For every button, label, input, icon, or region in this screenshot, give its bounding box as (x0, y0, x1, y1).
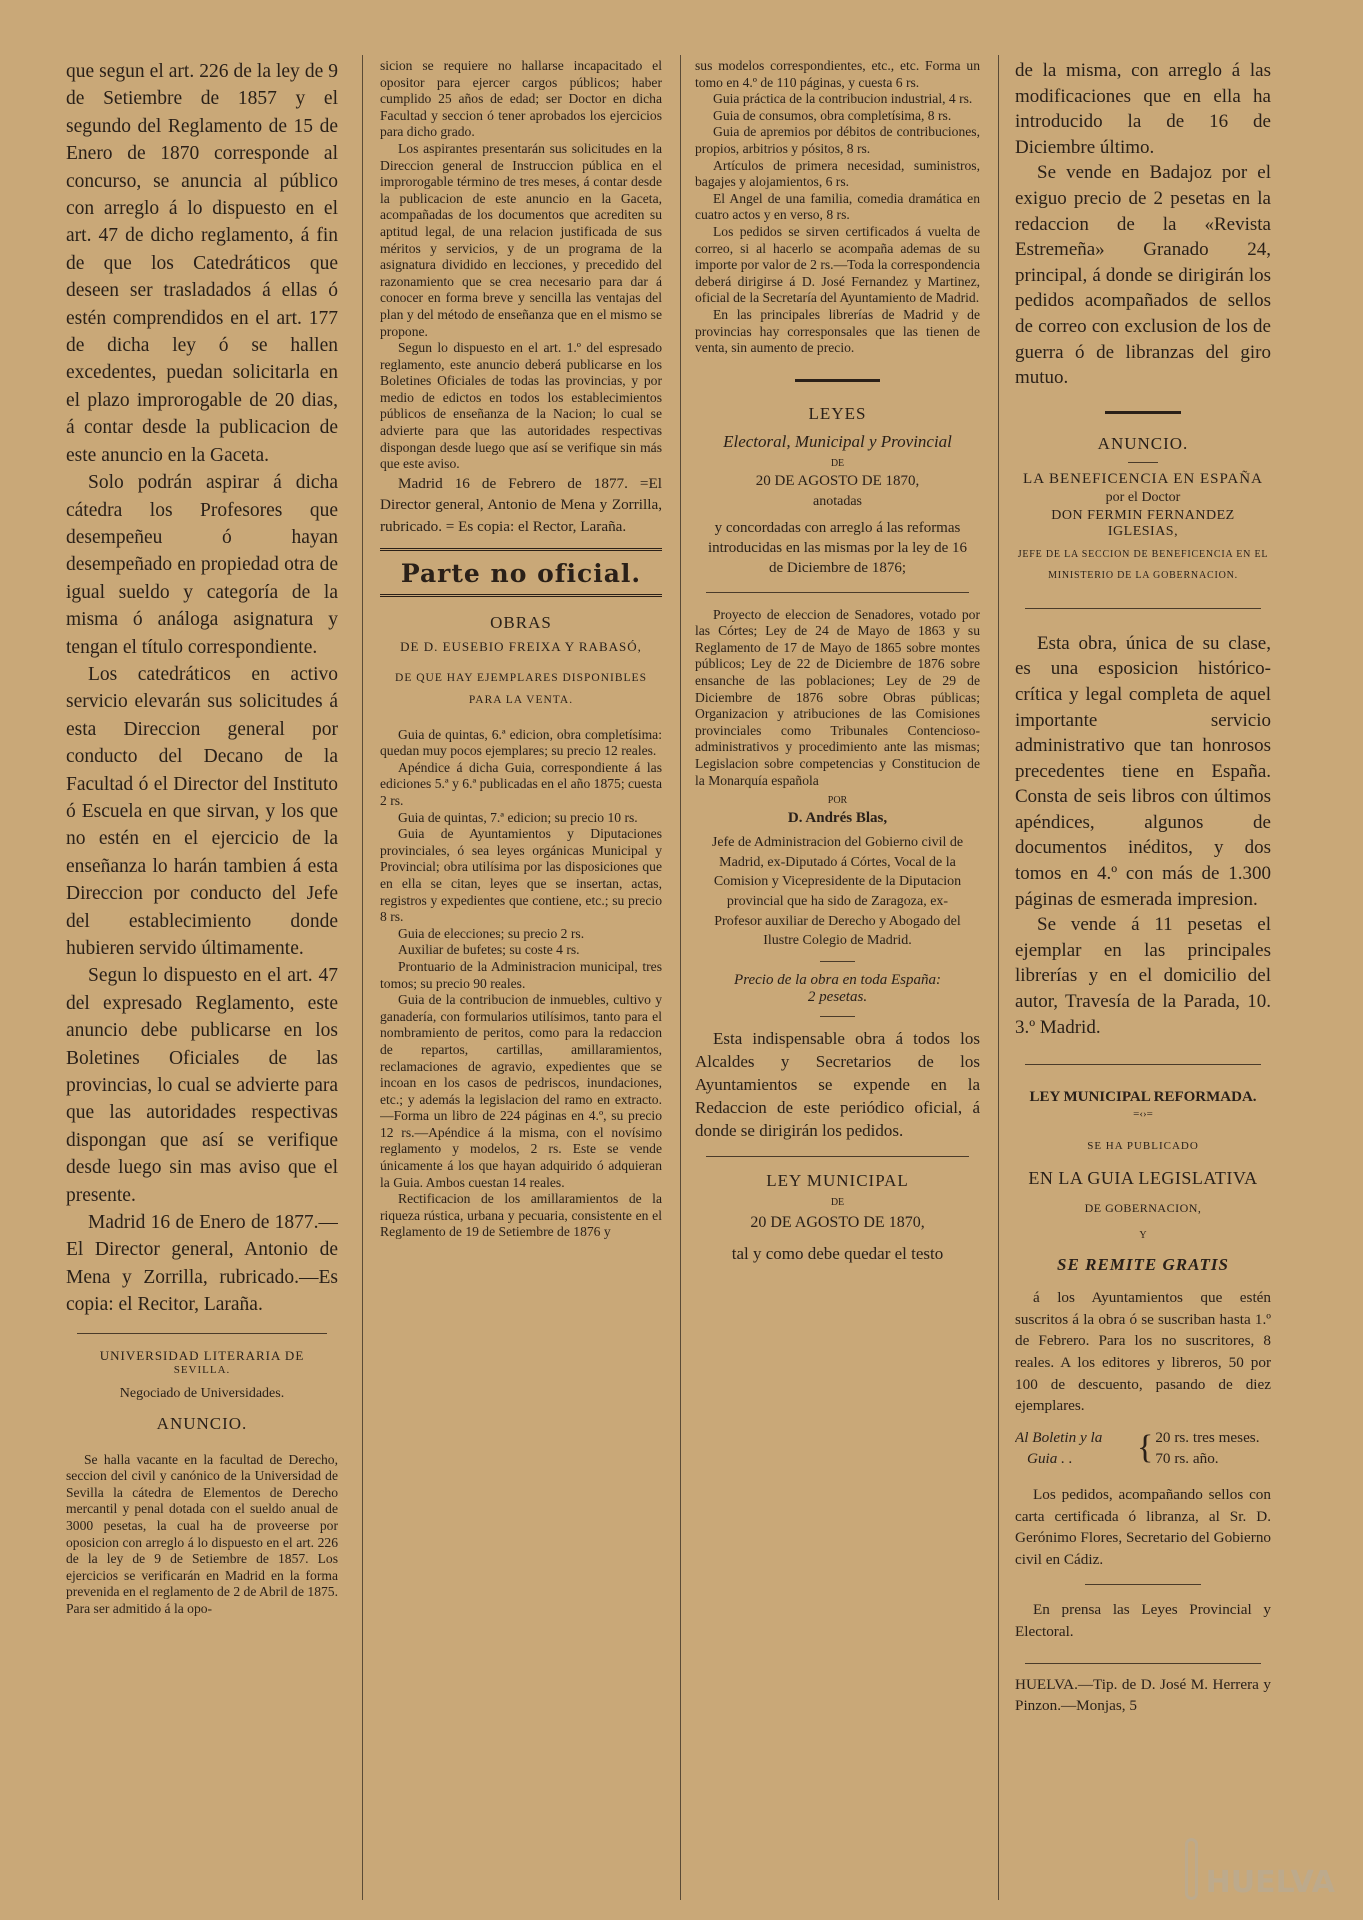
signature-line: Madrid 16 de Enero de 1877.—El Director general, Antonio de Mena y Zorrilla, rubricado.—Es copia: el Recitor, Laraña. (66, 1212, 338, 1316)
separator (1025, 1663, 1261, 1664)
signature-line: Madrid 16 de Febrero de 1877. =El Director general, Antonio de Mena y Zorrilla, rubricado. = Es copia: el Rector, Laraña. (380, 474, 662, 536)
price-value: 2 pesetas. (807, 988, 868, 1005)
watermark-text: HUELVA (1205, 1865, 1335, 1900)
column-3 (695, 58, 980, 1908)
paragraph: de la misma, con arreglo á las modificaciones que en ella ha introducido la de 16 de Diciembre último. (1015, 60, 1271, 158)
price-table-label: Al Boletin y la Guia . . (1015, 1428, 1103, 1468)
list-item: Prontuario de la Administracion municipal, tres tomos; su precio 90 reales. (380, 958, 662, 991)
list-item: Apéndice á dicha Guia, correspondiente á las ediciones 5.ª y 6.ª publicadas en el año 1875; cuesta 2 rs. (380, 759, 662, 808)
announcement-title: ANUNCIO. (156, 1413, 248, 1433)
section-heading: LEYES (808, 403, 867, 423)
paragraph: Los pedidos, acompañando sellos con carta certificada ó libranza, al Sr. D. Gerónimo Flores, Secretario del Gobierno civil en Cádiz. (1015, 1485, 1271, 1568)
connector-word: Y (1139, 1230, 1147, 1242)
section-heading: OBRAS (490, 612, 552, 632)
separator (820, 1016, 854, 1017)
separator (820, 961, 854, 962)
connector-word: DE (830, 1196, 845, 1208)
crest-icon (1185, 1838, 1198, 1900)
separator (795, 379, 881, 382)
highlight-line: SE REMITE GRATIS (1057, 1255, 1229, 1275)
column-1 (66, 58, 338, 1908)
list-item: Auxiliar de bufetes; su coste 4 rs. (398, 942, 580, 958)
paragraph: á los Ayuntamientos que estén suscritos á la obra ó se suscriban hasta 1.º de Febrero. Para los no suscritores, 8 reales. A los editores y libreros, 50 por 100 de descuento, pasando de diez ejemplares. (1015, 1289, 1271, 1415)
paragraph: Los pedidos se sirven certificados á vuelta de correo, si al hacerlo se acompaña ademas de su importe por valor de 2 rs.—Toda la correspondencia deberá dirigirse á D. José Fernandez y Martinez, oficial de la Secretaría del Ayuntamiento de Madrid. (695, 223, 980, 306)
column-rule (680, 55, 681, 1900)
library-watermark (1185, 1822, 1335, 1900)
paragraph: Se halla vacante en la facultad de Derecho, seccion del civil y canónico de la Universidad de Sevilla la cátedra de Elementos de Derecho mercantil y penal dotada con el sueldo anual de 3000 pesetas, la cual ha de proveerse por oposicion con arreglo á lo dispuesto en el art. 226 de la ley de 9 de Setiembre de 1857. Los ejercicios se verificarán en Madrid en la forma prevenida en el reglamento de 2 de Abril de 1875. Para ser admitido á la opo- (66, 1451, 338, 1617)
author-line: DON FERMIN FERNANDEZ IGLESIAS, (1051, 507, 1235, 539)
paragraph: Proyecto de eleccion de Senadores, votado por las Córtes; Ley de 24 de Mayo de 1863 y su Reglamento de 17 de Mayo de 1865 sobre montes públicos; Ley de 22 de Diciembre de 1876 sobre ensanche de las poblaciones; Ley de 29 de Diciembre de 1876 sobre Obras públicas; Organizacion y atribuciones de las Comisiones provinciales como Tribunales Contencioso-administrativos y procedimiento ante las mismas; Legislacion sobre competencias y Constitucion de la Monarquía española (695, 606, 980, 788)
connector-word: por el Doctor (1105, 489, 1181, 505)
separator (706, 1156, 968, 1157)
section-heading: UNIVERSIDAD LITERARIA DE (99, 1347, 305, 1363)
column-rule (362, 55, 363, 1900)
paragraph: Segun lo dispuesto en el art. 1.º del espresado reglamento, este anuncio deberá publicarse en los Boletines Oficiales de todas las provincias, y por medio de edictos en todos los establecimientos públicos de enseñanza de la Nacion; lo cual se advierte para que las autoridades respectivas dispongan desde luego que así se verifique sin más que este aviso. (380, 340, 662, 472)
list-item: El Angel de una familia, comedia dramática en cuatro actos y en verso, 8 rs. (695, 190, 980, 223)
list-item: Guia práctica de la contribucion industrial, 4 rs. (713, 91, 973, 107)
ornament: =‹›= (1133, 1108, 1153, 1121)
separator (1085, 1584, 1200, 1585)
text-line: anotadas (813, 493, 862, 509)
separator (77, 1333, 327, 1334)
column-rule (998, 55, 999, 1900)
paragraph: Los catedráticos en activo servicio elevarán sus solicitudes á esta Direccion general por conducto del Decano de la Facultad ó el Director del Instituto ó Escuela en que sirvan, y los que no estén en el ejercicio de la enseñanza lo harán tambien á esta Direccion por conducto del Jefe del establecimiento donde hubieren servido últimamente. (66, 663, 338, 959)
section-subheading: Electoral, Municipal y Provincial (723, 431, 952, 451)
connector-word: POR (827, 795, 848, 807)
section-heading: LEY MUNICIPAL REFORMADA. (1029, 1089, 1257, 1106)
separator (1128, 462, 1159, 463)
text-line: SE HA PUBLICADO (1087, 1140, 1199, 1153)
author-line: D. Andrés Blas, (787, 810, 888, 827)
paragraph: Esta obra, única de su clase, es una esposicion histórico-crítica y legal completa de aquel importante servicio administrativo que tan honrosos precedentes tiene en España. Consta de seis libros con últimos apéndices, algunos de documentos inéditos, y dos tomos en 4.º con más de 1.300 páginas de esmerada impresion. (1015, 632, 1271, 910)
date-line: 20 DE AGOSTO DE 1870, (750, 1213, 925, 1231)
section-banner: Parte no oficial. (380, 548, 662, 597)
list-item: Guia de quintas, 6.ª edicion, obra completísima: quedan muy pocos ejemplares; su precio 12 reales. (380, 726, 662, 759)
imprint: HUELVA.—Tip. de D. José M. Herrera y Pinzon.—Monjas, 5 (1015, 1675, 1271, 1715)
section-subheading: SEVILLA. (173, 1363, 231, 1376)
list-item: Guia de consumos, obra completísima, 8 rs. (713, 107, 952, 123)
paragraph: Solo podrán aspirar á dicha cátedra los Profesores que desempeñeu ó hayan desempeñado en propiedad otra de igual sueldo y categoría de la misma ó análoga asignatura y tengan el título correspondiente. (66, 472, 338, 658)
author-credentials: JEFE DE LA SECCION DE BENEFICENCIA EN EL MINISTERIO DE LA GOBERNACION. (1017, 548, 1269, 581)
paragraph: Se vende en Badajoz por el exiguo precio de 2 pesetas en la redaccion de la «Revista Estremeña» Granado 24, principal, á donde se dirigirán los pedidos acompañados de sellos de correo con exclusion de los de guerra ó de libranzas del giro mutuo. (1015, 162, 1271, 389)
department-label: Negociado de Universidades. (119, 1385, 285, 1401)
paragraph: sicion se requiere no hallarse incapacitado el opositor para ejercer cargos públicos; haber cumplido 25 años de edad; ser Doctor en dicha Facultad y seccion ó tener aprobados los ejercicios para dicho grado. (380, 58, 662, 140)
date-line: 20 DE AGOSTO DE 1870, (755, 472, 920, 489)
price-label: Precio de la obra en toda España: (734, 971, 941, 988)
list-item: Guia de Ayuntamientos y Diputaciones provinciales, ó sea leyes orgánicas Municipal y Provincial; obra utilísima por las disposiciones que en ella se citan, leyes que se insertan, actas, registros y expedientes que contiene, etc.; su precio 8 rs. (380, 826, 662, 925)
list-item: Guia de apremios por débitos de contribuciones, propios, arbitrios y pósitos, 8 rs. (695, 124, 980, 156)
separator (1105, 411, 1182, 414)
text-line: tal y como debe quedar el testo (731, 1243, 944, 1263)
price-table (1015, 1427, 1271, 1470)
separator (706, 592, 968, 593)
author-credentials: Jefe de Administracion del Gobierno civil de Madrid, ex-Diputado á Córtes, Vocal de la Comision y Vicepresidente de la Diputacion provincial que ha sido de Zaragoza, ex-Profesor auxiliar de Derecho y Abogado del Ilustre Colegio de Madrid. (711, 835, 964, 949)
paragraph: que segun el art. 226 de la ley de 9 de Setiembre de 1857 y el segundo del Reglamento de 15 de Enero de 1870 corresponde al concurso, se anuncia al público con arreglo á lo dispuesto en el art. 47 de dicho reglamento, á fin de que los Catedráticos que deseen ser trasladados á ellas ó estén comprendidos en el art. 177 de dicha ley ó se hallen excedentes, puedan solicitarla en el plazo improrogable de 20 dias, á contar desde la publicacion de este anuncio en la Gaceta. (66, 61, 338, 466)
publication-name: EN LA GUIA LEGISLATIVA (1028, 1168, 1258, 1189)
list-item: Guia de la contribucion de inmuebles, cultivo y ganadería, con formularios utilísimos, tanto para el nombramiento de peritos, como para la redaccion de repartos, cartillas, amillaramientos, reclamaciones de agravio, expedientes que se incoan en los casos de pedriscos, inundaciones, etc.; y además la legislacion del ramo en extracto.—Forma un libro de 224 páginas en 4.º, su precio 12 rs.—Apéndice á la misma, con el novísimo reglamento y modelos, 2 rs. Este se vende únicamente á los que hayan adquirido ó adquieran la Guia. Ambos cuestan 14 reales. (380, 992, 662, 1190)
paragraph: En las principales librerías de Madrid y de provincias hay corresponsales que las tienen de venta, sin aumento de precio. (695, 306, 980, 356)
paragraph: Los aspirantes presentarán sus solicitudes en la Direccion general de Instruccion pública en el improrogable término de tres meses, á contar desde la publicacion de este anuncio en la Gaceta, acompañadas de los documentos que acrediten su aptitud legal, de una relacion justificada de sus méritos y servicios, y de un programa de la asignatura dividido en lecciones, y precedido del razonamiento que se crea necesario para dar á conocer en forma breve y sencilla las ventajas del plan y del método de enseñanza que en el mismo se propone. (380, 140, 662, 339)
brace-glyph: { (1137, 1429, 1154, 1467)
list-item: Artículos de primera necesidad, suministros, bagajes y alojamientos, 6 rs. (695, 157, 980, 190)
paragraph: En prensa las Leyes Provincial y Electoral. (1015, 1601, 1271, 1640)
text-line: y concordadas con arreglo á las reformas introducidas en las mismas por la ley de 16 de Diciembre de 1876; (707, 519, 968, 576)
paragraph: Esta indispensable obra á todos los Alcaldes y Secretarios de los Ayuntamientos se expende en la Redaccion de este periódico oficial, á donde se dirigirán los pedidos. (695, 1028, 980, 1140)
announcement-title: ANUNCIO. (1097, 433, 1189, 453)
price-table-values: 20 rs. tres meses. 70 rs. año. (1155, 1428, 1260, 1468)
author-line: DE D. EUSEBIO FREIXA Y RABASÓ, (400, 638, 642, 654)
paragraph: Segun lo dispuesto en el art. 47 del expresado Reglamento, este anuncio debe publicarse en los Boletines Oficiales de las provincias, lo cual se advierte para que las autoridades respectivas dispongan que así se verifique desde luego sin mas aviso que el presente. (66, 965, 338, 1206)
book-title: LA BENEFICENCIA EN ESPAÑA (1023, 470, 1263, 487)
section-heading: LEY MUNICIPAL (766, 1170, 909, 1190)
column-4 (1015, 58, 1271, 1908)
list-item: Guia de elecciones; su precio 2 rs. (398, 925, 585, 941)
column-2 (380, 58, 662, 1908)
separator (1025, 1064, 1261, 1065)
separator (1025, 608, 1261, 609)
paragraph: Se vende á 11 pesetas el ejemplar en las principales librerías y en el domicilio del autor, Travesía de la Parada, 10. 3.º Madrid. (1015, 914, 1271, 1038)
list-item: sus modelos correspondientes, etc., etc. Forma un tomo en 4.º de 110 páginas, y cuesta 6 rs. (695, 58, 980, 90)
list-item: Rectificacion de los amillaramientos de la riqueza rústica, urbana y pecuaria, consistente en el Reglamento de 19 de Setiembre de 1876 y (380, 1191, 662, 1240)
subtitle: DE QUE HAY EJEMPLARES DISPONIBLES PARA LA VENTA. (395, 671, 647, 706)
text-line: DE GOBERNACION, (1084, 1201, 1202, 1216)
list-item: Guia de quintas, 7.ª edicion; su precio 10 rs. (398, 809, 638, 825)
connector-word: DE (830, 457, 845, 469)
